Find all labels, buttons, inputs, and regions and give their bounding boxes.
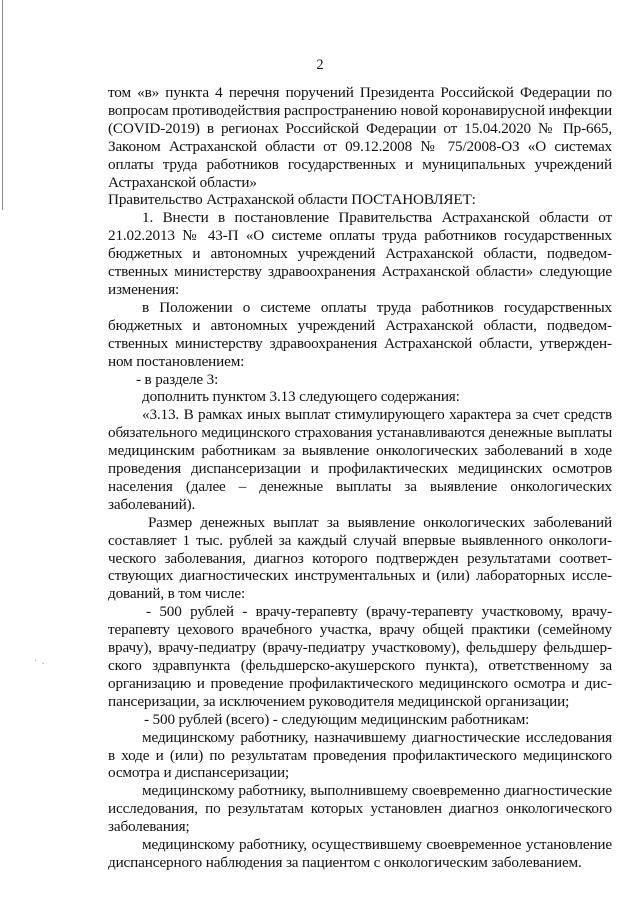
paragraph-prescribing-worker: медицинскому работнику, назначившему диагностические исследования в ходе и (или) по результатам проведения профилактического медицинского осмотра и диспансеризации;: [108, 728, 612, 782]
page-number: 2: [316, 57, 324, 73]
paragraph-add-item: дополнить пунктом 3.13 следующего содержания:: [142, 388, 460, 406]
paragraph-section-3: - в разделе 3:: [136, 370, 219, 388]
scan-edge-line: [2, 0, 3, 210]
paragraph-500-total: - 500 рублей (всего) - следующим медицинским работникам:: [144, 710, 530, 728]
paragraph-regulation-change: в Положении о системе оплаты труда работников государственных бюджетных и автономных учреждений Астраханской области, подведомственных министерству здравоохранения Астраханской области, утвержденном постановлением:: [108, 298, 612, 370]
paragraph-resolves: Правительство Астраханской области ПОСТАНОВЛЯЕТ:: [108, 191, 476, 209]
paragraph-item-1: 1. Внести в постановление Правительства Астраханской области от 21.02.2013 № 43-П «О системе оплаты труда работников государственных бюджетных и автономных учреждений Астраханской области, подведомственных министерству здравоохранения Астраханской области» следующие изменения:: [108, 209, 612, 298]
paragraph-performing-worker: медицинскому работнику, выполнившему своевременно диагностические исследования, по результатам которых установлен диагноз онкологического заболевания;: [108, 782, 612, 836]
scan-margin-specks: · .: [34, 656, 46, 667]
paragraph-payment-size: Размер денежных выплат за выявление онкологических заболеваний составляет 1 тыс. рублей за каждый случай впервые выявленного онкологического заболевания, диагноз которого подтвержден результатами соответствующих диагностических инструментальных и (или) лабораторных исследований, в том числе:: [108, 513, 612, 603]
paragraph-legal-basis: том «в» пункта 4 перечня поручений Президента Российской Федерации по вопросам противодействия распространению новой коронавирусной инфекции (COVID-2019) в регионах Российской Федерации от 15.04.2020 № Пр-665, Законом Астраханской области от 09.12.2008 № 75/2008-ОЗ «О системах оплаты труда работников государственных и муниципальных учреждений Астраханской области»: [108, 84, 612, 191]
paragraph-observation-worker: медицинскому работнику, осуществившему своевременное установление диспансерного наблюдения за пациентом с онкологическим заболеванием.: [108, 836, 612, 871]
paragraph-item-3-13: «3.13. В рамках иных выплат стимулирующего характера за счет средств обязательного медицинского страхования устанавливаются денежные выплаты медицинским работникам за выявление онкологических заболеваний в ходе проведения диспансеризации и профилактических медицинских осмотров населения (далее – денежные выплаты за выявление онкологических заболеваний).: [108, 406, 612, 513]
document-body: [108, 84, 612, 872]
paragraph-500-therapist: - 500 рублей - врачу-терапевту (врачу-терапевту участковому, врачу-терапевту цехового врачебного участка, врачу общей практики (семейному врачу), врачу-педиатру (врачу-педиатру участковому), фельдшеру фельдшерского здравпункта (фельдшерско-акушерского пункта), ответственному за организацию и проведение профилактического медицинского осмотра и диспансеризации, за исключением руководителя медицинской организации;: [108, 603, 612, 710]
